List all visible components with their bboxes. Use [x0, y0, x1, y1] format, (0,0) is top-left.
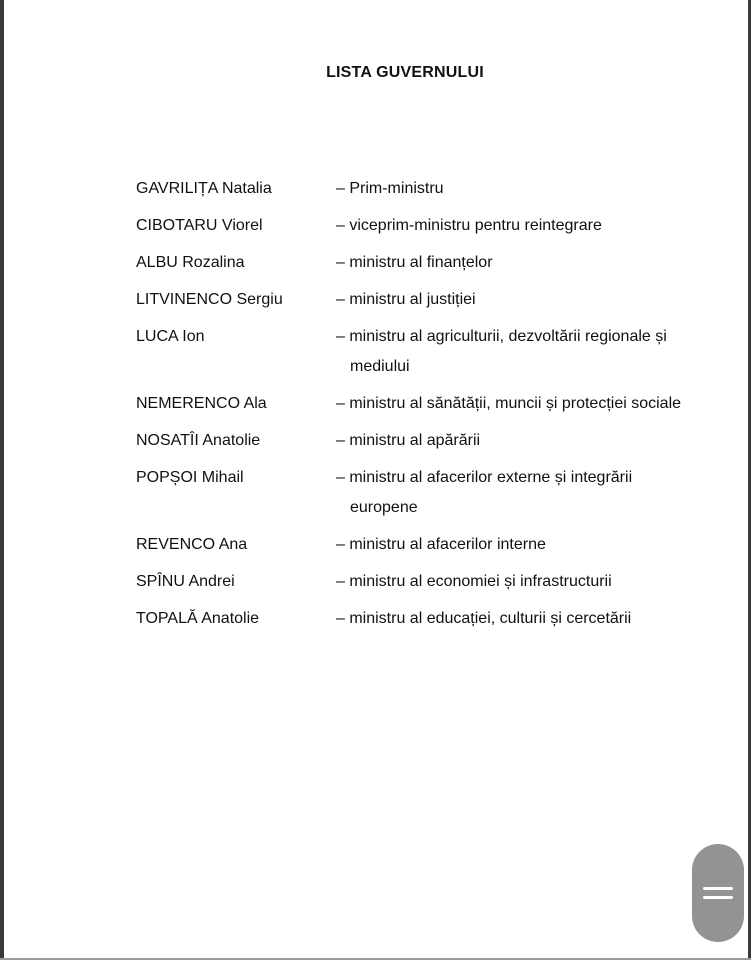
member-name: ALBU Rozalina	[136, 254, 245, 271]
member-name: TOPALĂ Anatolie	[136, 610, 260, 627]
member-name: NOSATÎI Anatolie	[136, 432, 261, 449]
scroll-menu-button[interactable]	[692, 844, 744, 942]
list-item	[136, 604, 696, 634]
member-role: – viceprim-ministru pentru reintegrare	[336, 217, 602, 234]
menu-icon-line	[703, 896, 733, 899]
member-name: LITVINENCO Sergiu	[136, 291, 283, 308]
member-name: LUCA Ion	[136, 328, 205, 345]
list-item	[136, 322, 696, 382]
member-name: NEMERENCO Ala	[136, 395, 267, 412]
list-item	[136, 463, 696, 523]
member-role: – ministru al apărării	[336, 432, 481, 449]
member-name: CIBOTARU Viorel	[136, 217, 263, 234]
list-item	[136, 389, 696, 419]
list-item	[136, 248, 696, 278]
member-name: REVENCO Ana	[136, 536, 248, 553]
member-role: – ministru al agriculturii, dezvoltării regionale și mediului	[336, 328, 667, 375]
member-role: – ministru al justiției	[336, 291, 476, 308]
list-item	[136, 426, 696, 456]
page-title: LISTA GUVERNULUI	[326, 64, 484, 81]
list-item	[136, 174, 696, 204]
member-name: SPÎNU Andrei	[136, 573, 235, 590]
member-role: – ministru al finanțelor	[336, 254, 493, 271]
member-role: – ministru al afacerilor interne	[336, 536, 546, 553]
list-item	[136, 567, 696, 597]
menu-icon	[703, 887, 733, 890]
member-role: – Prim-ministru	[336, 180, 444, 197]
list-item	[136, 530, 696, 560]
list-item	[136, 285, 696, 315]
member-role: – ministru al economiei și infrastructurii	[336, 573, 612, 590]
list-item	[136, 211, 696, 241]
member-name: GAVRILIȚA Natalia	[136, 180, 272, 197]
member-role: – ministru al educației, culturii și cercetării	[336, 610, 632, 627]
government-list	[136, 174, 696, 641]
member-name: POPȘOI Mihail	[136, 469, 244, 486]
member-role: – ministru al afacerilor externe și integrării europene	[336, 469, 633, 516]
member-role: – ministru al sănătății, muncii și protecției sociale	[336, 395, 682, 412]
